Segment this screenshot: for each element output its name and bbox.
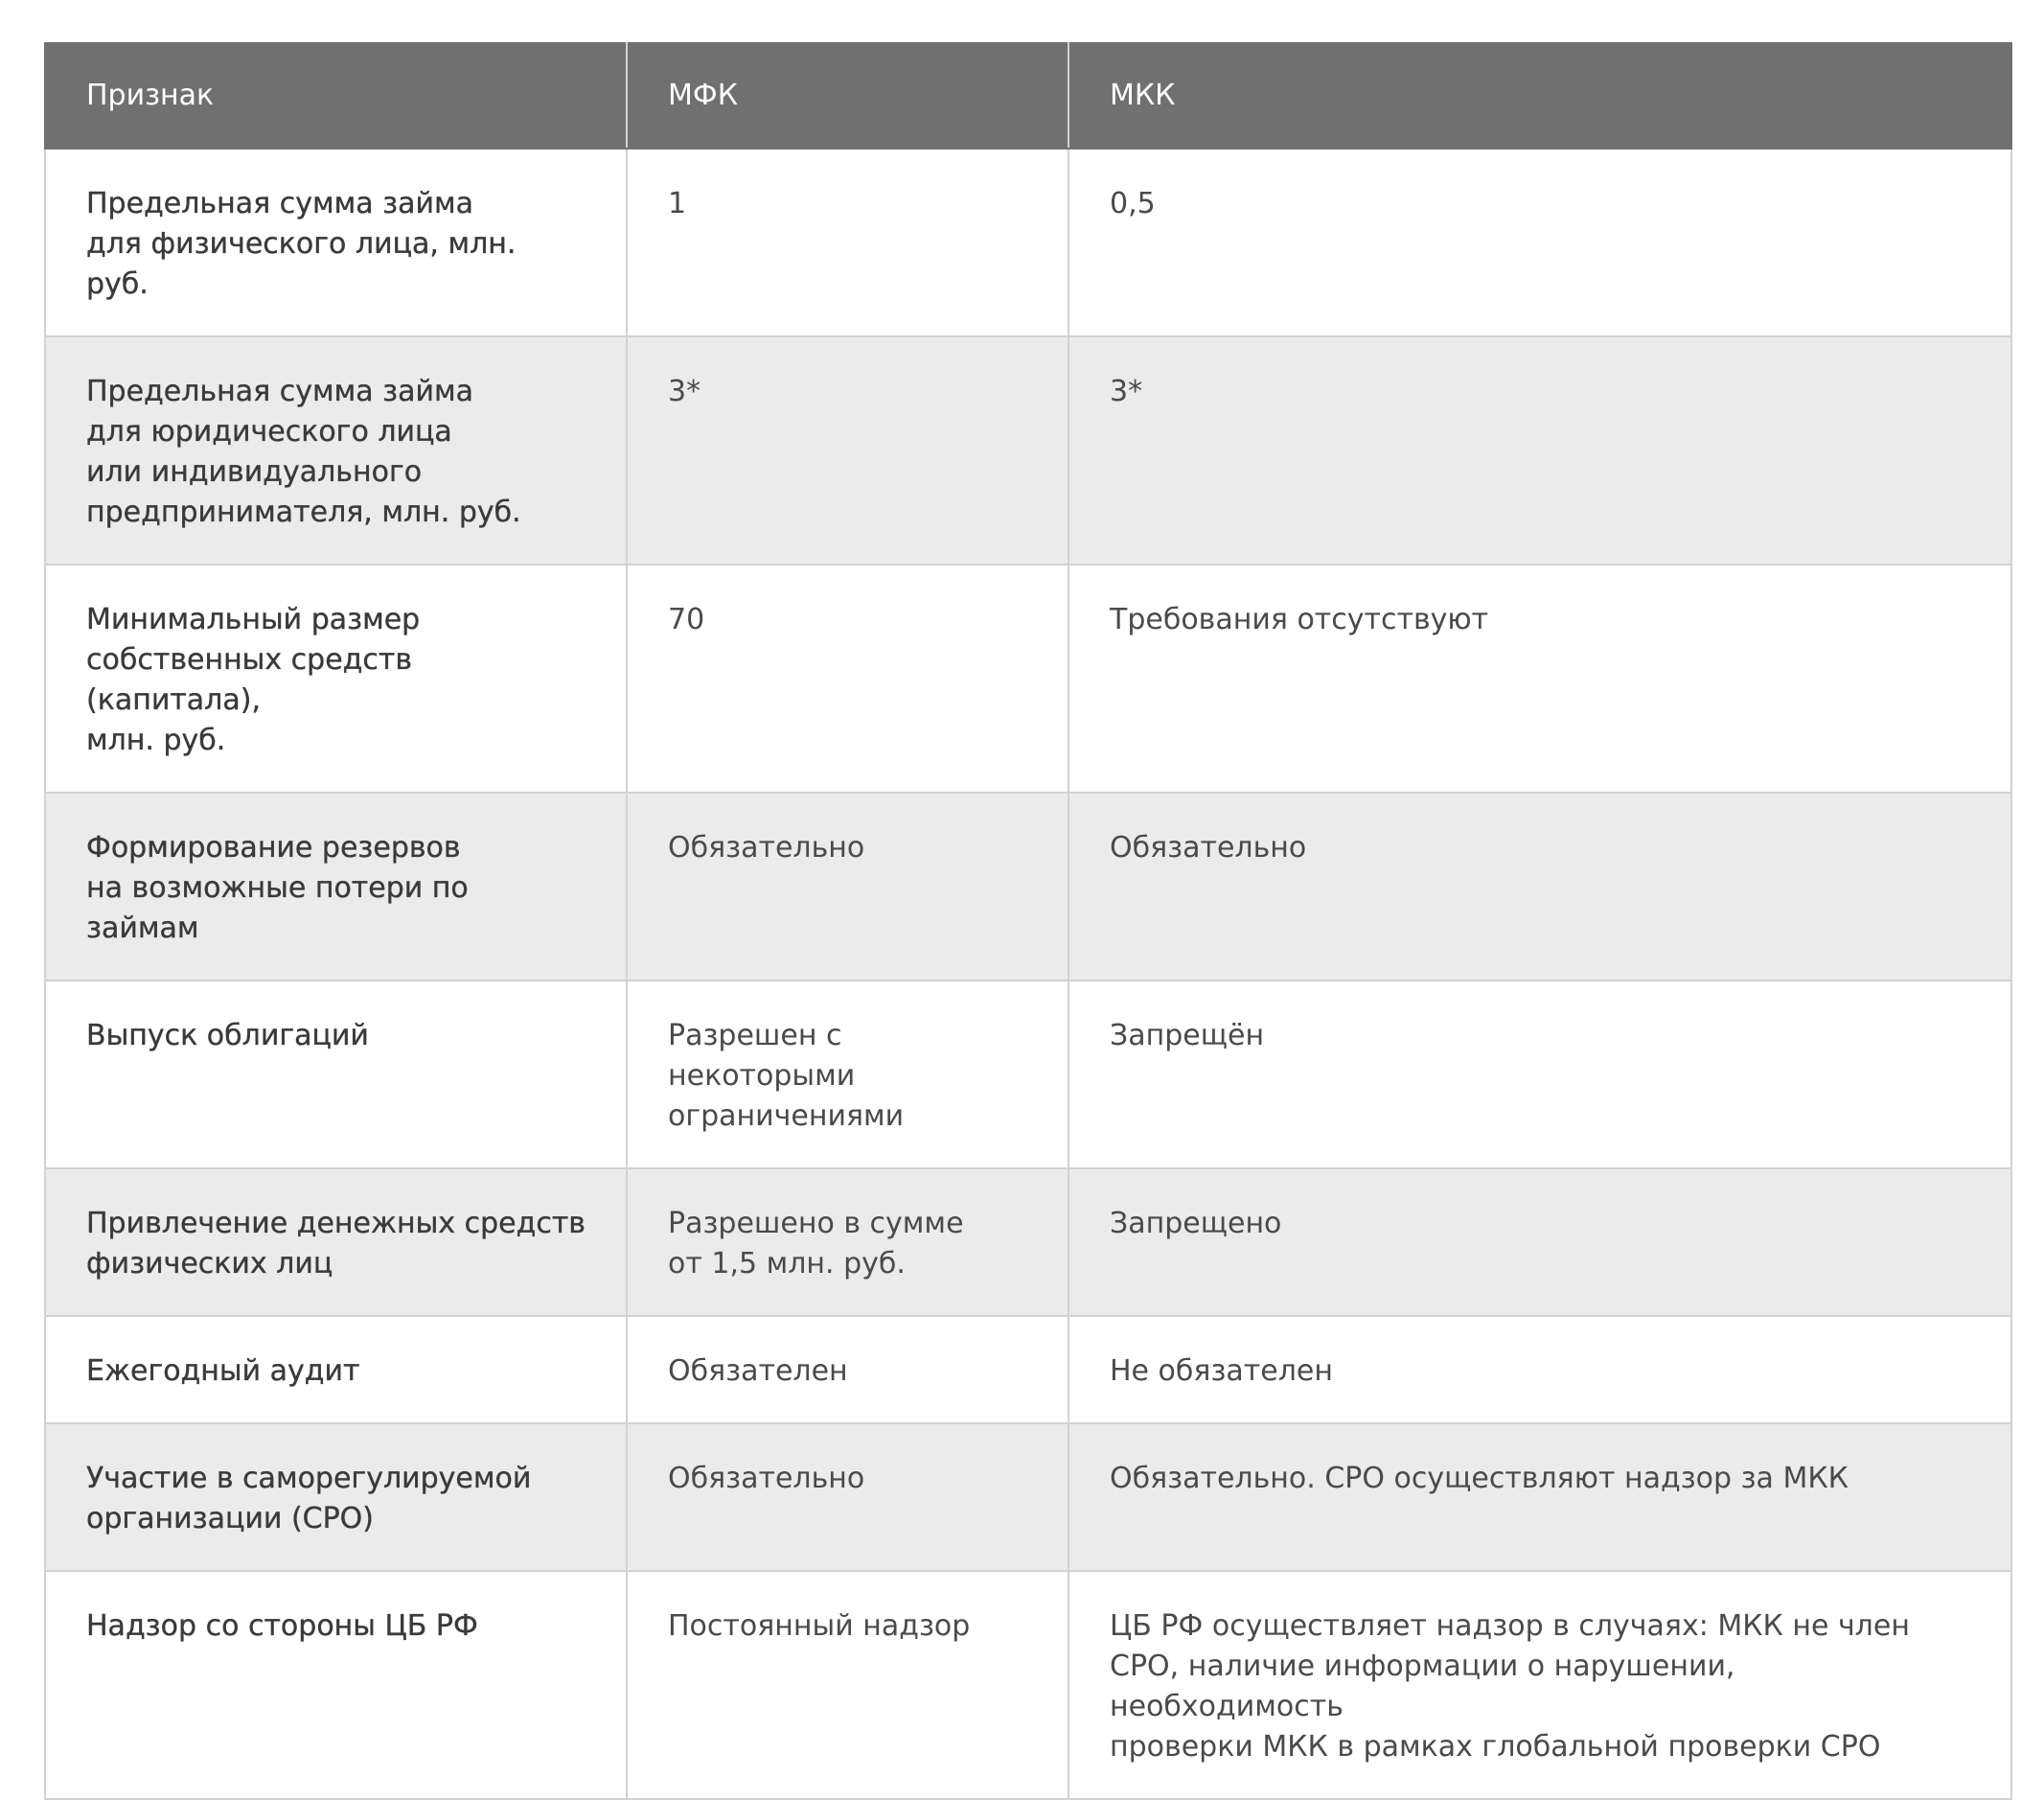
row-feature: Предельная сумма займа для физического лица, млн. руб. xyxy=(45,149,627,336)
row-mfk-value: 70 xyxy=(627,565,1068,793)
row-feature: Надзор со стороны ЦБ РФ xyxy=(45,1571,627,1799)
row-feature: Участие в саморегулируемой организации (СРО) xyxy=(45,1423,627,1571)
row-mkk-value: Обязательно. СРО осуществляют надзор за МКК xyxy=(1068,1423,2011,1571)
row-mfk-value: Разрешен с некоторыми ограничениями xyxy=(627,981,1068,1168)
row-feature: Предельная сумма займа для юридического лица или индивидуального предпринимателя, млн. руб. xyxy=(45,336,627,565)
row-feature: Минимальный размер собственных средств (капитала), млн. руб. xyxy=(45,565,627,793)
table-row xyxy=(45,565,2011,793)
row-mkk-value: Запрещено xyxy=(1068,1168,2011,1316)
row-mfk-value: Обязательно xyxy=(627,793,1068,981)
table-row xyxy=(45,793,2011,981)
table-row xyxy=(45,1423,2011,1571)
row-mfk-value: 3* xyxy=(627,336,1068,565)
table-header xyxy=(45,43,2011,149)
table-body xyxy=(45,149,2011,1799)
row-mkk-value: Не обязателен xyxy=(1068,1316,2011,1423)
row-feature: Выпуск облигаций xyxy=(45,981,627,1168)
table-row xyxy=(45,336,2011,565)
row-mkk-value: Обязательно xyxy=(1068,793,2011,981)
row-mkk-value: ЦБ РФ осуществляет надзор в случаях: МКК не член СРО, наличие информации о нарушении, необходимость проверки МКК в рамках глобальной проверки СРО xyxy=(1068,1571,2011,1799)
row-feature: Ежегодный аудит xyxy=(45,1316,627,1423)
row-mfk-value: 1 xyxy=(627,149,1068,336)
comparison-table xyxy=(44,42,2012,1800)
table-row xyxy=(45,1168,2011,1316)
row-mfk-value: Разрешено в сумме от 1,5 млн. руб. xyxy=(627,1168,1068,1316)
table-row xyxy=(45,1571,2011,1799)
table-row xyxy=(45,981,2011,1168)
row-mfk-value: Обязателен xyxy=(627,1316,1068,1423)
table-row xyxy=(45,149,2011,336)
comparison-table-container xyxy=(44,42,2010,1800)
row-feature: Привлечение денежных средств физических лиц xyxy=(45,1168,627,1316)
row-mkk-value: Запрещён xyxy=(1068,981,2011,1168)
row-mfk-value: Постоянный надзор xyxy=(627,1571,1068,1799)
row-mkk-value: 3* xyxy=(1068,336,2011,565)
header-feature: Признак xyxy=(45,43,627,149)
row-mkk-value: 0,5 xyxy=(1068,149,2011,336)
header-mfk: МФК xyxy=(627,43,1068,149)
row-mkk-value: Требования отсутствуют xyxy=(1068,565,2011,793)
header-mkk: МКК xyxy=(1068,43,2011,149)
row-feature: Формирование резервов на возможные потери по займам xyxy=(45,793,627,981)
row-mfk-value: Обязательно xyxy=(627,1423,1068,1571)
header-row xyxy=(45,43,2011,149)
table-row xyxy=(45,1316,2011,1423)
